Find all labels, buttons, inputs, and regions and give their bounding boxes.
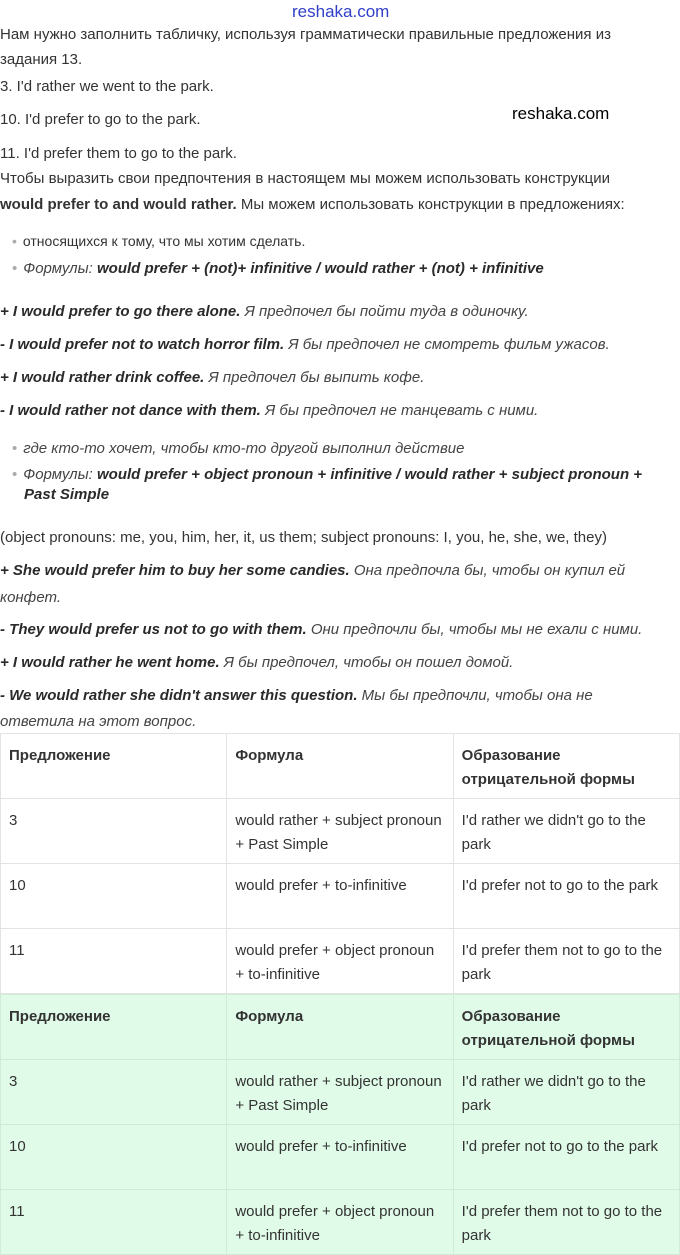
intro-line-2: задания 13. bbox=[0, 51, 83, 68]
example bbox=[0, 562, 625, 579]
table-header-row bbox=[1, 734, 680, 799]
example-ru-cont: ответила на этот вопрос. bbox=[0, 713, 197, 730]
answer-table-highlighted bbox=[0, 994, 680, 1255]
example-ru: Я бы предпочел не смотреть фильм ужасов. bbox=[284, 336, 610, 353]
cell: 3 bbox=[1, 799, 227, 864]
table-header-row bbox=[1, 995, 680, 1060]
table-row bbox=[1, 1060, 680, 1125]
example-ru-cont: конфет. bbox=[0, 589, 62, 606]
table-row bbox=[1, 799, 680, 864]
cell: would rather + subject pronoun + Past Simple bbox=[227, 799, 453, 864]
example-ru: Она предпочла бы, чтобы он купил ей bbox=[349, 562, 626, 579]
group2-formula bbox=[0, 466, 642, 483]
cell: 3 bbox=[1, 1060, 227, 1125]
formula-text: would prefer + (not)+ infinitive / would rather + (not) + infinitive bbox=[96, 260, 544, 277]
bullet-icon: • bbox=[12, 233, 17, 249]
cell: would prefer + object pronoun + to-infinitive bbox=[227, 1190, 453, 1255]
example bbox=[0, 654, 513, 671]
example-en: - I would prefer not to watch horror film. bbox=[0, 336, 285, 353]
cell: would prefer + to-infinitive bbox=[227, 1125, 453, 1190]
header-cell: Формула bbox=[227, 734, 453, 799]
cell: 10 bbox=[1, 864, 227, 929]
table-row bbox=[1, 1190, 680, 1255]
cell: I'd prefer them not to go to the park bbox=[453, 1190, 679, 1255]
group1-bullet bbox=[0, 233, 305, 249]
cell: would prefer + object pronoun + to-infinitive bbox=[227, 929, 453, 994]
example bbox=[0, 402, 538, 419]
formula-label: Формулы: bbox=[23, 260, 97, 277]
header-cell: Предложение bbox=[1, 734, 227, 799]
header-cell: Формула bbox=[227, 995, 453, 1060]
example bbox=[0, 621, 642, 638]
sentence-10: 10. I'd prefer to go to the park. bbox=[0, 111, 201, 128]
example-ru: Я предпочел бы пойти туда в одиночку. bbox=[240, 303, 529, 320]
example bbox=[0, 369, 424, 386]
cell: I'd prefer not to go to the park bbox=[453, 1125, 679, 1190]
cell: would prefer + to-infinitive bbox=[227, 864, 453, 929]
example bbox=[0, 303, 529, 320]
formula-text-cont: Past Simple bbox=[24, 486, 110, 503]
intro-line-1: Нам нужно заполнить табличку, используя грамматически правильные предложения из bbox=[0, 26, 611, 43]
cell: 11 bbox=[1, 929, 227, 994]
example-en: - I would rather not dance with them. bbox=[0, 402, 261, 419]
example-ru: Я бы предпочел, чтобы он пошел домой. bbox=[219, 654, 514, 671]
example-en: + She would prefer him to buy her some candies. bbox=[0, 562, 350, 579]
explain-line-1: Чтобы выразить свои предпочтения в настоящем мы можем использовать конструкции bbox=[0, 170, 610, 187]
cell: I'd prefer not to go to the park bbox=[453, 864, 679, 929]
example-en: + I would prefer to go there alone. bbox=[0, 303, 241, 320]
example-en: - They would prefer us not to go with them. bbox=[0, 621, 307, 638]
cell: 11 bbox=[1, 1190, 227, 1255]
group1-formula bbox=[0, 260, 544, 277]
table-row bbox=[1, 1125, 680, 1190]
formula-label: Формулы: bbox=[23, 466, 97, 483]
bullet-text: где кто-то хочет, чтобы кто-то другой выполнил действие bbox=[23, 440, 465, 457]
sentence-3: 3. I'd rather we went to the park. bbox=[0, 78, 214, 95]
explain-bold: would prefer to and would rather. bbox=[0, 196, 237, 213]
answer-table bbox=[0, 733, 680, 994]
group2-bullet bbox=[0, 440, 465, 457]
explain-line-2 bbox=[0, 196, 625, 213]
example-ru: Они предпочли бы, чтобы мы не ехали с ними. bbox=[306, 621, 643, 638]
sentence-11: 11. I'd prefer them to go to the park. bbox=[0, 145, 237, 162]
cell: I'd rather we didn't go to the park bbox=[453, 1060, 679, 1125]
site-watermark-link[interactable]: reshaka.com bbox=[292, 2, 390, 21]
example bbox=[0, 687, 593, 704]
example-en: - We would rather she didn't answer this question. bbox=[0, 687, 358, 704]
header-cell: Образование отрицательной формы bbox=[453, 995, 679, 1060]
pronouns-note: (object pronouns: me, you, him, her, it, us them; subject pronouns: I, you, he, she, we, they) bbox=[0, 529, 607, 546]
bullet-icon: • bbox=[12, 260, 18, 277]
cell: I'd rather we didn't go to the park bbox=[453, 799, 679, 864]
example-en: + I would rather he went home. bbox=[0, 654, 220, 671]
header-cell: Предложение bbox=[1, 995, 227, 1060]
watermark: reshaka.com bbox=[512, 104, 610, 123]
cell: 10 bbox=[1, 1125, 227, 1190]
explain-rest: Мы можем использовать конструкции в предложениях: bbox=[236, 196, 625, 213]
cell: would rather + subject pronoun + Past Simple bbox=[227, 1060, 453, 1125]
header-cell: Образование отрицательной формы bbox=[453, 734, 679, 799]
formula-text: would prefer + object pronoun + infinitive / would rather + subject pronoun + bbox=[96, 466, 643, 483]
table-row bbox=[1, 929, 680, 994]
bullet-icon: • bbox=[12, 440, 18, 457]
cell: I'd prefer them not to go to the park bbox=[453, 929, 679, 994]
tables-container bbox=[0, 733, 680, 1255]
example-ru: Мы бы предпочли, чтобы она не bbox=[357, 687, 593, 704]
example-ru: Я бы предпочел не танцевать с ними. bbox=[260, 402, 539, 419]
bullet-text: относящихся к тому, что мы хотим сделать. bbox=[22, 233, 306, 249]
table-row bbox=[1, 864, 680, 929]
example-ru: Я предпочел бы выпить кофе. bbox=[204, 369, 425, 386]
example-en: + I would rather drink coffee. bbox=[0, 369, 205, 386]
bullet-icon: • bbox=[12, 466, 18, 483]
example bbox=[0, 336, 610, 353]
